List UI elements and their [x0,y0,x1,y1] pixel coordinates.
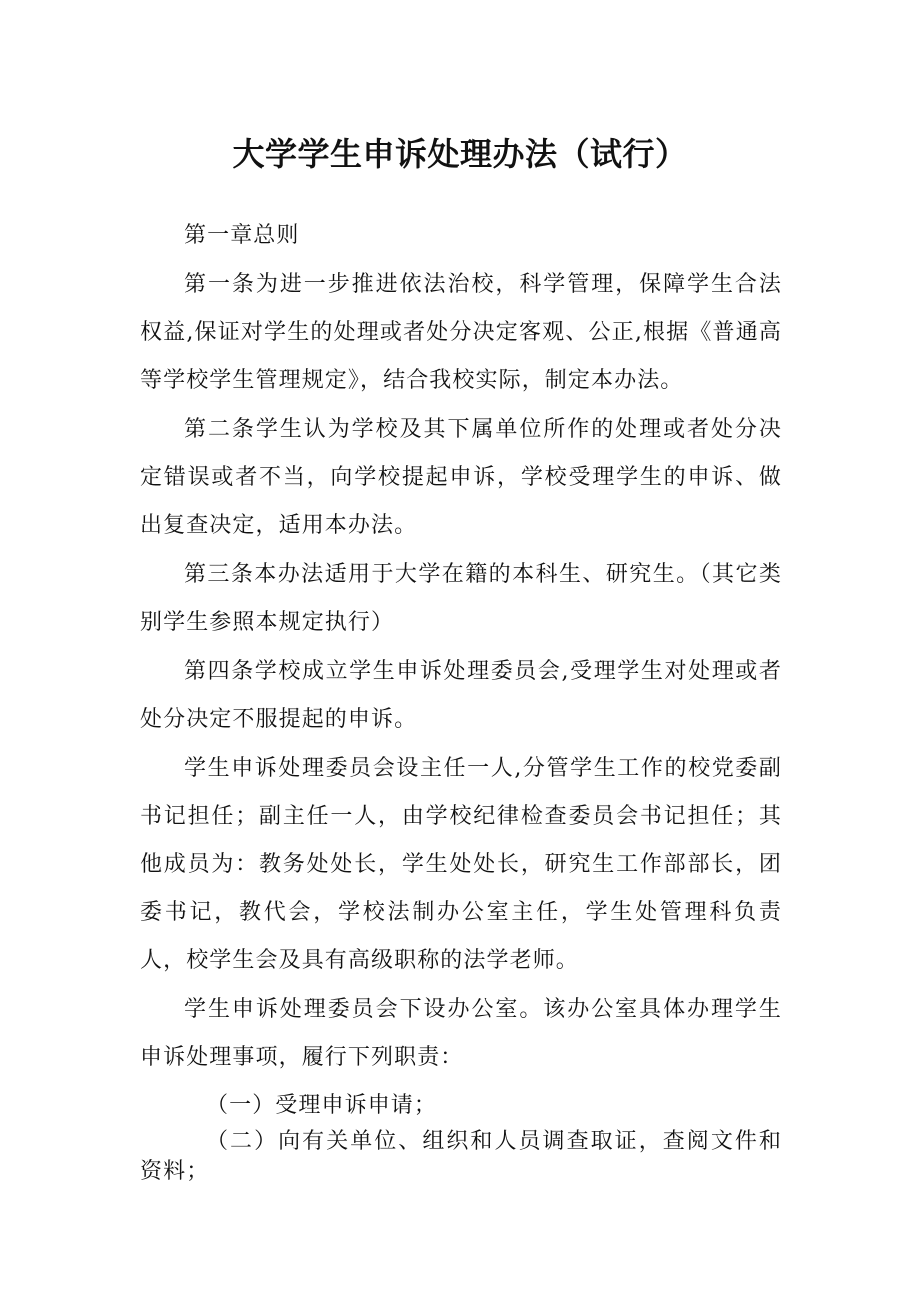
article-4-paragraph: 第四条学校成立学生申诉处理委员会,受理学生对处理或者处分决定不服提起的申诉。 [140,659,782,732]
chapter-heading: 第一章总则 [184,223,300,248]
duty-list-item: （二）向有关单位、组织和人员调查取证，查阅文件和资料； [140,1129,782,1184]
committee-composition-paragraph: 学生申诉处理委员会设主任一人,分管学生工作的校党委副书记担任；副主任一人，由学校纪律检查委员会书记担任；其他成员为：教务处处长，学生处处长，研究生工作部部长，团委书记，教代会，学校法制办公室主任，学生处管理科负责人，校学生会及具有高级职称的法学老师。 [140,756,782,973]
document-body [140,212,782,1187]
document-title: 大学学生申诉处理办法（试行） [232,135,688,173]
article-3-paragraph: 第三条本办法适用于大学在籍的本科生、研究生。（其它类别学生参照本规定执行） [140,562,782,635]
committee-office-paragraph: 学生申诉处理委员会下设办公室。该办公室具体办理学生申诉处理事项，履行下列职责： [140,997,782,1070]
article-1-paragraph: 第一条为进一步推进依法治校，科学管理，保障学生合法权益,保证对学生的处理或者处分决定客观、公正,根据《普通高等学校学生管理规定》，结合我校实际，制定本办法。 [140,272,782,393]
article-2-paragraph: 第二条学生认为学校及其下属单位所作的处理或者处分决定错误或者不当，向学校提起申诉，学校受理学生的申诉、做出复查决定，适用本办法。 [140,417,782,538]
duty-list-item: （一）受理申诉申请； [206,1093,438,1118]
